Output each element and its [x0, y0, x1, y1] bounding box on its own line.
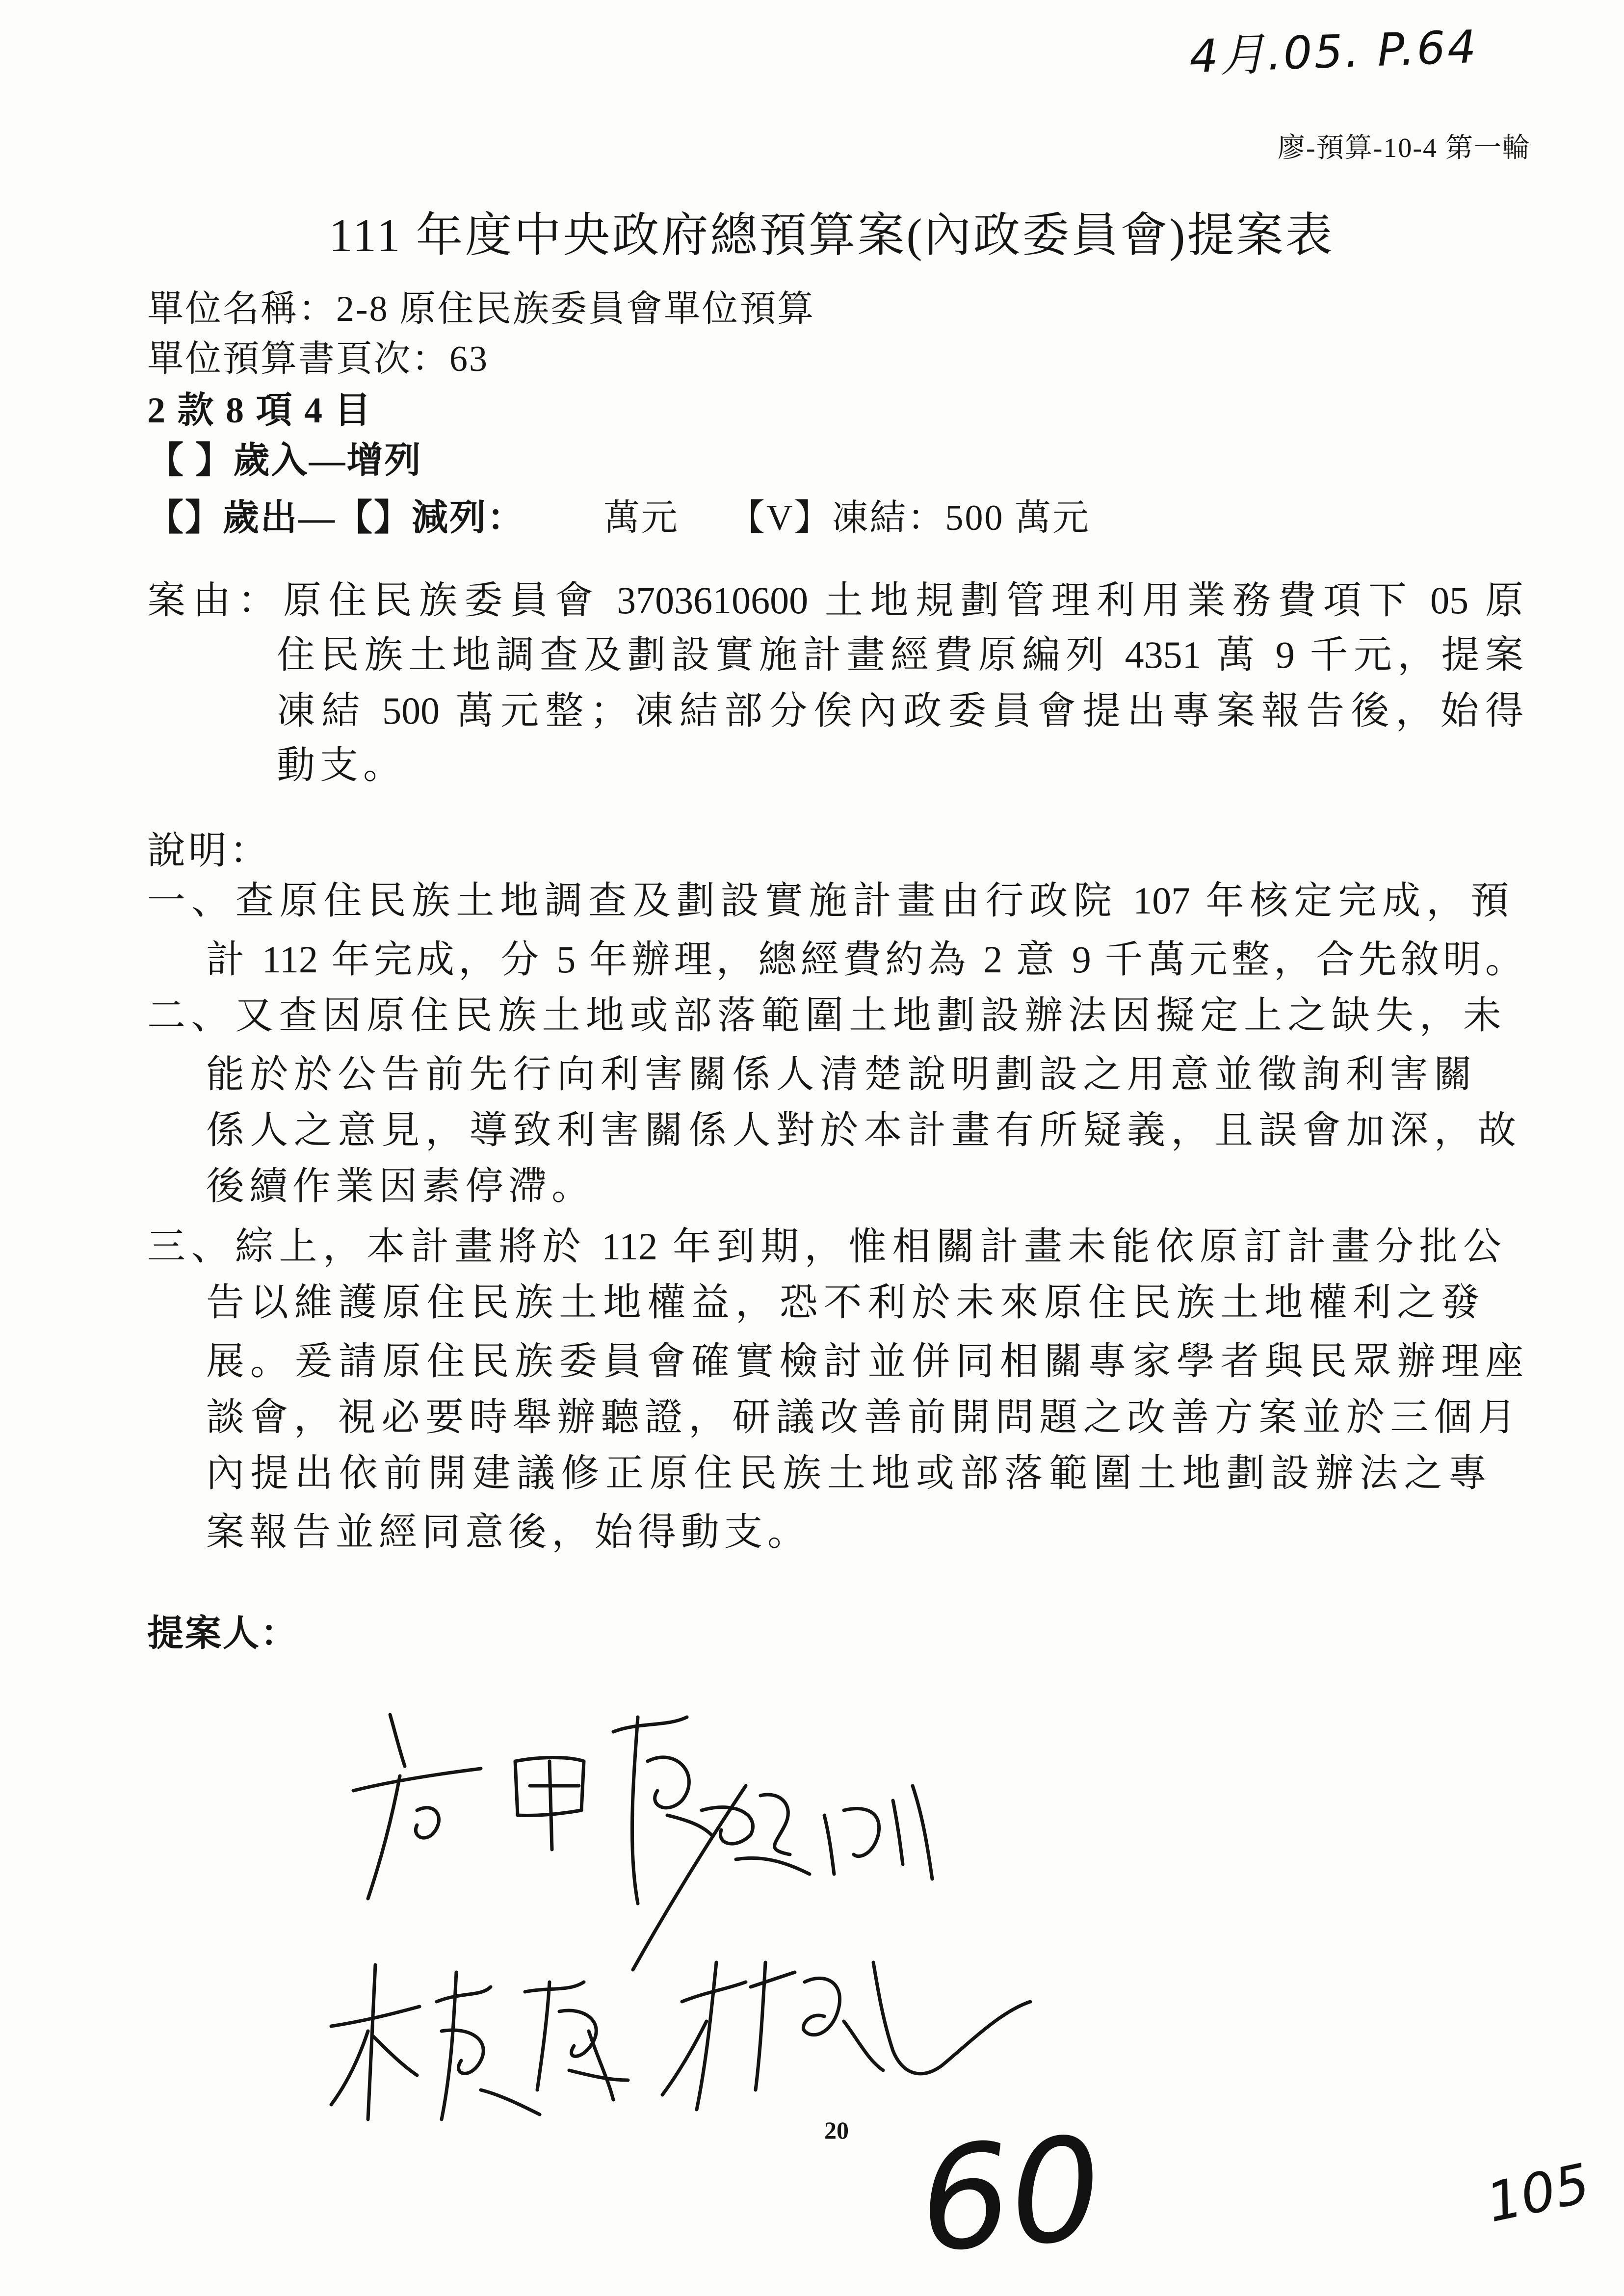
- budget-classification: 2 款 8 項 4 目: [147, 391, 372, 431]
- page-number: 20: [824, 2116, 849, 2144]
- explanation-item-3-line: 內提出依前開建議修正原住民族土地或部落範圍土地劃設辦法之專: [206, 1452, 1487, 1494]
- explanation-item-2-line: [147, 988, 1501, 1043]
- signature-1: [353, 1715, 711, 1904]
- item-marker: 二、: [147, 994, 235, 1037]
- signature-2: [633, 1786, 932, 1970]
- explanation-item-2-line: 能於於公告前先行向利害關係人清楚說明劃設之用意並徵詢利害關: [206, 1053, 1472, 1096]
- item-marker: 一、: [147, 879, 236, 922]
- proposer-label: 提案人：: [147, 1614, 298, 1654]
- explanation-item-3-line: 告以維護原住民族土地權益，恐不利於未來原住民族土地權利之發: [206, 1281, 1479, 1324]
- case-reason-line: 凍結 500 萬元整；凍結部分俟內政委員會提出專案報告後，始得: [277, 689, 1523, 732]
- item-text: 又查因原住民族土地或部落範圍土地劃設辦法因擬定上之缺失，未: [235, 994, 1501, 1037]
- handwritten-corner-number: 105: [1481, 2151, 1595, 2235]
- explanation-item-2-line: 係人之意見，導致利害關係人對於本計畫有所疑義，且誤會加深，故: [206, 1109, 1516, 1151]
- case-reason-text: 原住民族委員會 3703610600 土地規劃管理利用業務費項下 05 原: [283, 579, 1523, 622]
- handwritten-number: 60: [914, 2106, 1107, 2284]
- explanation-item-3-line: [147, 1219, 1501, 1274]
- page-title: 111 年度中央政府總預算案(內政委員會)提案表: [329, 209, 1335, 261]
- explanation-item-3-line: 談會，視必要時舉辦聽證，研議改善前開問題之改善方案並於三個月: [206, 1396, 1516, 1438]
- explanation-item-1-line: 計 112 年完成，分 5 年辦理，總經費約為 2 意 9 千萬元整，合先敘明。: [206, 938, 1523, 981]
- item-marker: 三、: [147, 1225, 235, 1268]
- case-reason-line: 動支。: [277, 744, 407, 786]
- item-text: 查原住民族土地調查及劃設實施計畫由行政院 107 年核定完成，預: [235, 879, 1509, 922]
- reference-code: 廖-預算-10-4 第一輪: [1278, 133, 1531, 163]
- explanation-item-3-line: 案報告並經同意後，始得動支。: [206, 1511, 811, 1553]
- handwritten-page-note: 4月.05. P.64: [1188, 20, 1479, 83]
- case-reason-line: [147, 573, 1523, 628]
- explanation-item-2-line: 後續作業因素停滯。: [206, 1165, 595, 1207]
- explanation-item-1-line: [147, 873, 1509, 928]
- revenue-line: 【 】歲入—增列: [147, 441, 422, 481]
- item-text: 綜上，本計畫將於 112 年到期，惟相關計畫未能依原訂計畫分批公: [235, 1225, 1501, 1268]
- case-reason-label: 案由：: [147, 579, 283, 622]
- case-reason-line: 住民族土地調查及劃設實施計畫經費原編列 4351 萬 9 千元，提案: [277, 633, 1523, 676]
- reduction-unit: 萬元: [603, 498, 679, 538]
- explanation-label: 說明：: [147, 829, 271, 872]
- expenditure-label: 【】歲出—【】減列：: [147, 498, 525, 538]
- signatures: [294, 1688, 1128, 2178]
- explanation-item-3-line: 展。爰請原住民族委員會確實檢討並併同相關專家學者與民眾辦理座: [206, 1340, 1523, 1383]
- signature-3: [331, 1962, 1030, 2119]
- budget-page: 單位預算書頁次：63: [147, 339, 489, 379]
- freeze-amount: 【V】凍結：500 萬元: [729, 498, 1090, 538]
- unit-name: 單位名稱：2-8 原住民族委員會單位預算: [147, 289, 815, 329]
